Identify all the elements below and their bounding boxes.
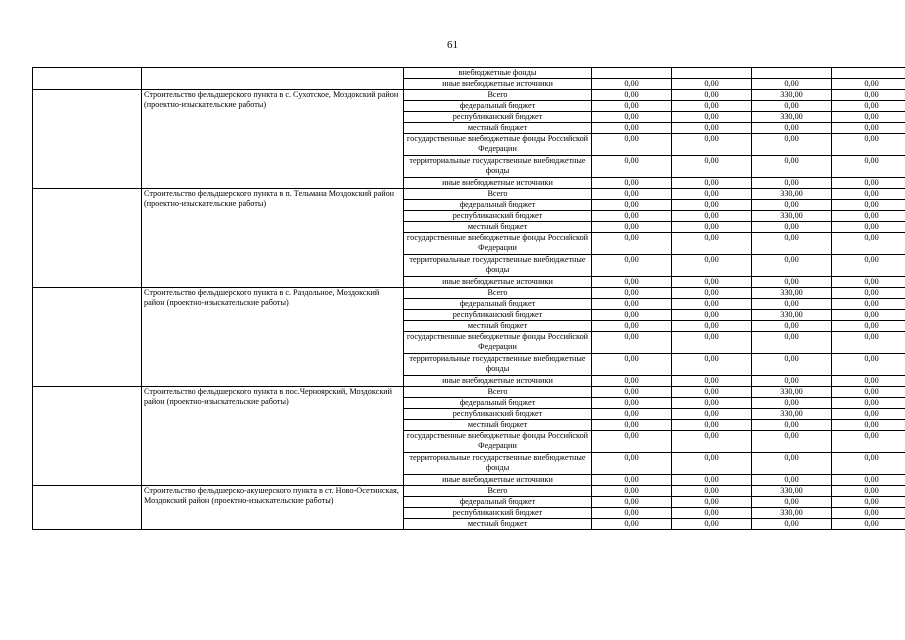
value-cell-year-1: 0,00 <box>592 189 672 200</box>
value-cell-year-1: 0,00 <box>592 277 672 288</box>
value-cell-year-4: 0,00 <box>832 222 905 233</box>
value-cell-year-2: 0,00 <box>672 508 752 519</box>
value-cell-year-4: 0,00 <box>832 310 905 321</box>
project-name-cell: Строительство фельдшерского пункта в пос.Черноярский, Моздокский район (проектно-изыскательские работы) <box>142 387 404 486</box>
value-cell-year-3: 0,00 <box>752 255 832 277</box>
funding-source-cell: федеральный бюджет <box>404 299 592 310</box>
value-cell-year-1: 0,00 <box>592 508 672 519</box>
value-cell-year-1: 0,00 <box>592 233 672 255</box>
table-row <box>33 189 905 200</box>
funding-source-cell: местный бюджет <box>404 321 592 332</box>
value-cell-year-4: 0,00 <box>832 354 905 376</box>
value-cell-year-3: 330,00 <box>752 189 832 200</box>
value-cell-year-1: 0,00 <box>592 211 672 222</box>
project-name-cell: Строительство фельдшерского пункта в с. Сухотское, Моздокский район (проектно-изыскательские работы) <box>142 90 404 189</box>
value-cell-year-1: 0,00 <box>592 453 672 475</box>
funding-source-cell: территориальные государственные внебюджетные фонды <box>404 156 592 178</box>
value-cell-year-4: 0,00 <box>832 123 905 134</box>
page-number: 61 <box>447 39 458 51</box>
value-cell-year-2: 0,00 <box>672 376 752 387</box>
value-cell-year-1: 0,00 <box>592 376 672 387</box>
value-cell-year-3: 330,00 <box>752 288 832 299</box>
value-cell-year-2: 0,00 <box>672 475 752 486</box>
value-cell-year-1: 0,00 <box>592 420 672 431</box>
row-number-cell <box>33 90 142 189</box>
value-cell-year-1: 0,00 <box>592 354 672 376</box>
value-cell-year-4: 0,00 <box>832 299 905 310</box>
value-cell-year-1: 0,00 <box>592 398 672 409</box>
value-cell-year-1: 0,00 <box>592 101 672 112</box>
value-cell-year-2: 0,00 <box>672 255 752 277</box>
value-cell-year-3: 330,00 <box>752 508 832 519</box>
funding-source-cell: территориальные государственные внебюджетные фонды <box>404 354 592 376</box>
value-cell-year-2: 0,00 <box>672 178 752 189</box>
funding-source-cell: Всего <box>404 486 592 497</box>
funding-source-cell: федеральный бюджет <box>404 101 592 112</box>
value-cell-year-2: 0,00 <box>672 134 752 156</box>
value-cell-year-2: 0,00 <box>672 321 752 332</box>
value-cell-year-4: 0,00 <box>832 134 905 156</box>
value-cell-year-1: 0,00 <box>592 123 672 134</box>
value-cell-year-3: 0,00 <box>752 453 832 475</box>
funding-source-cell: республиканский бюджет <box>404 112 592 123</box>
value-cell-year-3: 0,00 <box>752 277 832 288</box>
value-cell-year-4: 0,00 <box>832 211 905 222</box>
value-cell-year-3: 0,00 <box>752 475 832 486</box>
value-cell-year-3: 0,00 <box>752 332 832 354</box>
value-cell-year-2: 0,00 <box>672 398 752 409</box>
value-cell-year-1: 0,00 <box>592 222 672 233</box>
value-cell-year-2: 0,00 <box>672 332 752 354</box>
project-name-cell: Строительство фельдшерского пункта в п. Тельмана Моздокский район (проектно-изыскательские работы) <box>142 189 404 288</box>
value-cell-year-1: 0,00 <box>592 321 672 332</box>
value-cell-year-3: 330,00 <box>752 486 832 497</box>
funding-source-cell: иные внебюджетные источники <box>404 277 592 288</box>
value-cell-year-3 <box>752 68 832 79</box>
value-cell-year-2: 0,00 <box>672 90 752 101</box>
value-cell-year-2: 0,00 <box>672 233 752 255</box>
row-number-cell <box>33 189 142 288</box>
value-cell-year-3: 0,00 <box>752 156 832 178</box>
value-cell-year-1: 0,00 <box>592 112 672 123</box>
value-cell-year-2: 0,00 <box>672 211 752 222</box>
value-cell-year-3: 0,00 <box>752 354 832 376</box>
value-cell-year-1: 0,00 <box>592 200 672 211</box>
funding-source-cell: внебюджетные фонды <box>404 68 592 79</box>
value-cell-year-3: 0,00 <box>752 376 832 387</box>
funding-source-cell: республиканский бюджет <box>404 409 592 420</box>
value-cell-year-3: 0,00 <box>752 123 832 134</box>
value-cell-year-2: 0,00 <box>672 189 752 200</box>
value-cell-year-4: 0,00 <box>832 79 905 90</box>
value-cell-year-3: 330,00 <box>752 112 832 123</box>
value-cell-year-2: 0,00 <box>672 431 752 453</box>
funding-source-cell: государственные внебюджетные фонды Российской Федерации <box>404 332 592 354</box>
value-cell-year-3: 0,00 <box>752 299 832 310</box>
funding-source-cell: государственные внебюджетные фонды Российской Федерации <box>404 233 592 255</box>
value-cell-year-2: 0,00 <box>672 310 752 321</box>
row-number-cell <box>33 486 142 530</box>
value-cell-year-1: 0,00 <box>592 486 672 497</box>
value-cell-year-4: 0,00 <box>832 321 905 332</box>
value-cell-year-1: 0,00 <box>592 134 672 156</box>
value-cell-year-2: 0,00 <box>672 200 752 211</box>
funding-source-cell: Всего <box>404 288 592 299</box>
value-cell-year-3: 330,00 <box>752 387 832 398</box>
row-number-cell <box>33 68 142 90</box>
value-cell-year-4 <box>832 68 905 79</box>
value-cell-year-4: 0,00 <box>832 332 905 354</box>
value-cell-year-4: 0,00 <box>832 453 905 475</box>
funding-source-cell: государственные внебюджетные фонды Российской Федерации <box>404 134 592 156</box>
funding-source-cell: республиканский бюджет <box>404 211 592 222</box>
table-row <box>33 90 905 101</box>
funding-source-cell: иные внебюджетные источники <box>404 475 592 486</box>
value-cell-year-3: 0,00 <box>752 519 832 530</box>
value-cell-year-3: 330,00 <box>752 409 832 420</box>
value-cell-year-3: 330,00 <box>752 211 832 222</box>
value-cell-year-3: 0,00 <box>752 79 832 90</box>
value-cell-year-4: 0,00 <box>832 431 905 453</box>
value-cell-year-2: 0,00 <box>672 101 752 112</box>
value-cell-year-4: 0,00 <box>832 288 905 299</box>
project-name-continued-cell <box>142 68 404 90</box>
value-cell-year-4: 0,00 <box>832 475 905 486</box>
funding-source-cell: Всего <box>404 189 592 200</box>
value-cell-year-2: 0,00 <box>672 112 752 123</box>
value-cell-year-2: 0,00 <box>672 519 752 530</box>
funding-source-cell: федеральный бюджет <box>404 398 592 409</box>
value-cell-year-3: 0,00 <box>752 398 832 409</box>
value-cell-year-2: 0,00 <box>672 486 752 497</box>
value-cell-year-1: 0,00 <box>592 409 672 420</box>
row-number-cell <box>33 288 142 387</box>
value-cell-year-4: 0,00 <box>832 409 905 420</box>
budget-table-body <box>33 68 905 530</box>
value-cell-year-2: 0,00 <box>672 299 752 310</box>
value-cell-year-4: 0,00 <box>832 233 905 255</box>
value-cell-year-1: 0,00 <box>592 387 672 398</box>
value-cell-year-4: 0,00 <box>832 189 905 200</box>
value-cell-year-2: 0,00 <box>672 277 752 288</box>
value-cell-year-1: 0,00 <box>592 90 672 101</box>
table-row <box>33 486 905 497</box>
value-cell-year-3: 330,00 <box>752 310 832 321</box>
value-cell-year-4: 0,00 <box>832 376 905 387</box>
value-cell-year-1: 0,00 <box>592 519 672 530</box>
value-cell-year-4: 0,00 <box>832 387 905 398</box>
funding-source-cell: иные внебюджетные источники <box>404 79 592 90</box>
value-cell-year-2: 0,00 <box>672 354 752 376</box>
row-number-cell <box>33 387 142 486</box>
value-cell-year-1: 0,00 <box>592 475 672 486</box>
project-name-cell: Строительство фельдшерского пункта в с. Раздольное, Моздокский район (проектно-изыскательские работы) <box>142 288 404 387</box>
value-cell-year-2: 0,00 <box>672 409 752 420</box>
funding-source-cell: местный бюджет <box>404 123 592 134</box>
funding-source-cell: территориальные государственные внебюджетные фонды <box>404 453 592 475</box>
funding-source-cell: местный бюджет <box>404 519 592 530</box>
value-cell-year-2: 0,00 <box>672 222 752 233</box>
value-cell-year-1: 0,00 <box>592 156 672 178</box>
value-cell-year-2: 0,00 <box>672 79 752 90</box>
value-cell-year-1: 0,00 <box>592 497 672 508</box>
value-cell-year-1: 0,00 <box>592 299 672 310</box>
funding-source-cell: государственные внебюджетные фонды Российской Федерации <box>404 431 592 453</box>
funding-source-cell: местный бюджет <box>404 420 592 431</box>
value-cell-year-2: 0,00 <box>672 497 752 508</box>
value-cell-year-3: 0,00 <box>752 431 832 453</box>
value-cell-year-4: 0,00 <box>832 178 905 189</box>
project-name-cell: Строительство фельдшерско-акушерского пункта в ст. Ново-Осетинская, Моздокский район (проектно-изыскательские работы) <box>142 486 404 530</box>
value-cell-year-4: 0,00 <box>832 486 905 497</box>
value-cell-year-3: 0,00 <box>752 497 832 508</box>
funding-source-cell: республиканский бюджет <box>404 310 592 321</box>
value-cell-year-1: 0,00 <box>592 431 672 453</box>
value-cell-year-2: 0,00 <box>672 288 752 299</box>
value-cell-year-1: 0,00 <box>592 310 672 321</box>
table-row <box>33 387 905 398</box>
value-cell-year-1: 0,00 <box>592 255 672 277</box>
value-cell-year-4: 0,00 <box>832 101 905 112</box>
value-cell-year-3: 0,00 <box>752 101 832 112</box>
value-cell-year-4: 0,00 <box>832 497 905 508</box>
value-cell-year-4: 0,00 <box>832 508 905 519</box>
value-cell-year-2: 0,00 <box>672 453 752 475</box>
value-cell-year-1: 0,00 <box>592 288 672 299</box>
value-cell-year-3: 0,00 <box>752 233 832 255</box>
table-row <box>33 68 905 79</box>
funding-source-cell: местный бюджет <box>404 222 592 233</box>
funding-source-cell: федеральный бюджет <box>404 200 592 211</box>
value-cell-year-3: 330,00 <box>752 90 832 101</box>
value-cell-year-1: 0,00 <box>592 178 672 189</box>
value-cell-year-2 <box>672 68 752 79</box>
value-cell-year-1: 0,00 <box>592 79 672 90</box>
value-cell-year-3: 0,00 <box>752 420 832 431</box>
value-cell-year-1 <box>592 68 672 79</box>
funding-source-cell: федеральный бюджет <box>404 497 592 508</box>
funding-source-cell: иные внебюджетные источники <box>404 376 592 387</box>
value-cell-year-2: 0,00 <box>672 156 752 178</box>
budget-table <box>32 67 905 530</box>
value-cell-year-4: 0,00 <box>832 420 905 431</box>
value-cell-year-1: 0,00 <box>592 332 672 354</box>
value-cell-year-4: 0,00 <box>832 277 905 288</box>
value-cell-year-4: 0,00 <box>832 90 905 101</box>
value-cell-year-2: 0,00 <box>672 387 752 398</box>
funding-source-cell: территориальные государственные внебюджетные фонды <box>404 255 592 277</box>
table-row <box>33 288 905 299</box>
value-cell-year-2: 0,00 <box>672 420 752 431</box>
value-cell-year-3: 0,00 <box>752 134 832 156</box>
value-cell-year-3: 0,00 <box>752 321 832 332</box>
value-cell-year-3: 0,00 <box>752 222 832 233</box>
value-cell-year-4: 0,00 <box>832 200 905 211</box>
funding-source-cell: Всего <box>404 387 592 398</box>
value-cell-year-4: 0,00 <box>832 255 905 277</box>
funding-source-cell: иные внебюджетные источники <box>404 178 592 189</box>
funding-source-cell: Всего <box>404 90 592 101</box>
value-cell-year-2: 0,00 <box>672 123 752 134</box>
value-cell-year-4: 0,00 <box>832 112 905 123</box>
value-cell-year-3: 0,00 <box>752 178 832 189</box>
value-cell-year-3: 0,00 <box>752 200 832 211</box>
value-cell-year-4: 0,00 <box>832 156 905 178</box>
value-cell-year-4: 0,00 <box>832 519 905 530</box>
funding-source-cell: республиканский бюджет <box>404 508 592 519</box>
value-cell-year-4: 0,00 <box>832 398 905 409</box>
